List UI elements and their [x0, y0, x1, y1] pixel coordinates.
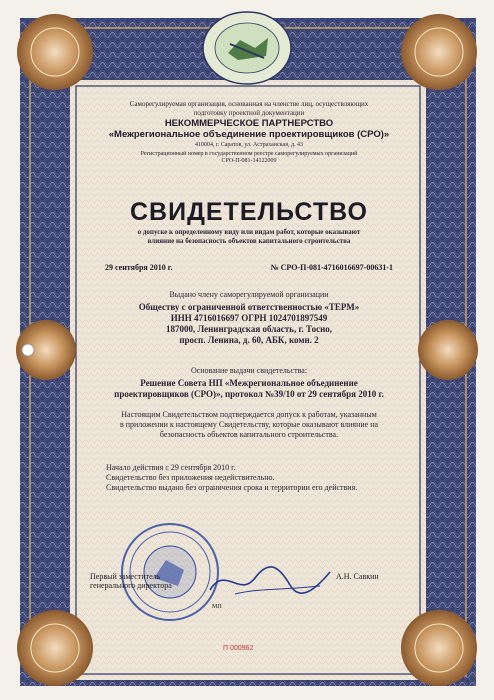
document-subtitle: о допуске к определенному виду или видам работ, которые оказывают влияние на безопасность объектов капитального строительства — [137, 228, 361, 245]
handwritten-signature — [205, 560, 335, 600]
company-name: Обществу с ограниченной ответственностью «ТЕРМ» — [138, 302, 360, 312]
signer-role: Первый заместитель генерального директора — [90, 572, 172, 590]
issued-to — [80, 302, 418, 346]
basis-decision: Решение Совета НП «Межрегиональное объединение проектировщиков (СРО)», протокол №39/10 от 29 сентября 2010 г. — [114, 378, 384, 399]
validity-terms: Начало действия с 29 сентября 2010 г. Свидетельство без приложения недействительно. Свидетельство выдано без ограничения срока и территории его действия. — [106, 463, 358, 492]
certificate-number: № СРО-П-081-4716016697-00631-1 — [270, 263, 393, 272]
company-address-1: 187000, Ленинградская область, г. Тосно, — [165, 324, 333, 334]
document-title: СВИДЕТЕЛЬСТВО — [130, 198, 368, 226]
intro-text: Саморегулируемая организация, основанная на членстве лиц, осуществляющих подготовку проектной документации — [129, 100, 369, 117]
company-ids: ИНН 4716016697 ОГРН 1024701897549 — [170, 313, 328, 323]
company-address-2: просп. Ленина, д. 60, АБК, комн. 2 — [179, 335, 319, 345]
registration-info: Регистрационный номер в государственном реестре саморегулируемых организаций СРО-П-081-14122009 — [140, 151, 358, 164]
confirmation-text: Настоящим Свидетельством подтверждается допуск к работам, указанным в приложении к настоящему Свидетельству, которые оказывают влияние на безопасность объектов капитального строительства. — [119, 410, 379, 439]
organization-address: 410004, г. Саратов, ул. Астраханская, д. 43 — [194, 142, 304, 148]
serial-number: П 000962 — [223, 645, 254, 652]
top-emblem-seal — [200, 8, 294, 88]
issued-label: Выдано члену саморегулируемой организации — [169, 290, 329, 299]
issue-date: 29 сентября 2010 г. — [105, 263, 173, 272]
organization-name: НЕКОММЕРЧЕСКОЕ ПАРТНЕРСТВО «Межрегиональное объединение проектировщиков (СРО)» — [108, 118, 390, 140]
signer-name: А.Н. Савкин — [336, 572, 379, 581]
basis-label: Основание выдачи свидетельства: — [190, 366, 308, 375]
date-number-row — [105, 263, 393, 272]
ring-binder-hole — [22, 344, 34, 356]
seal-place-mark: МП — [212, 604, 222, 610]
